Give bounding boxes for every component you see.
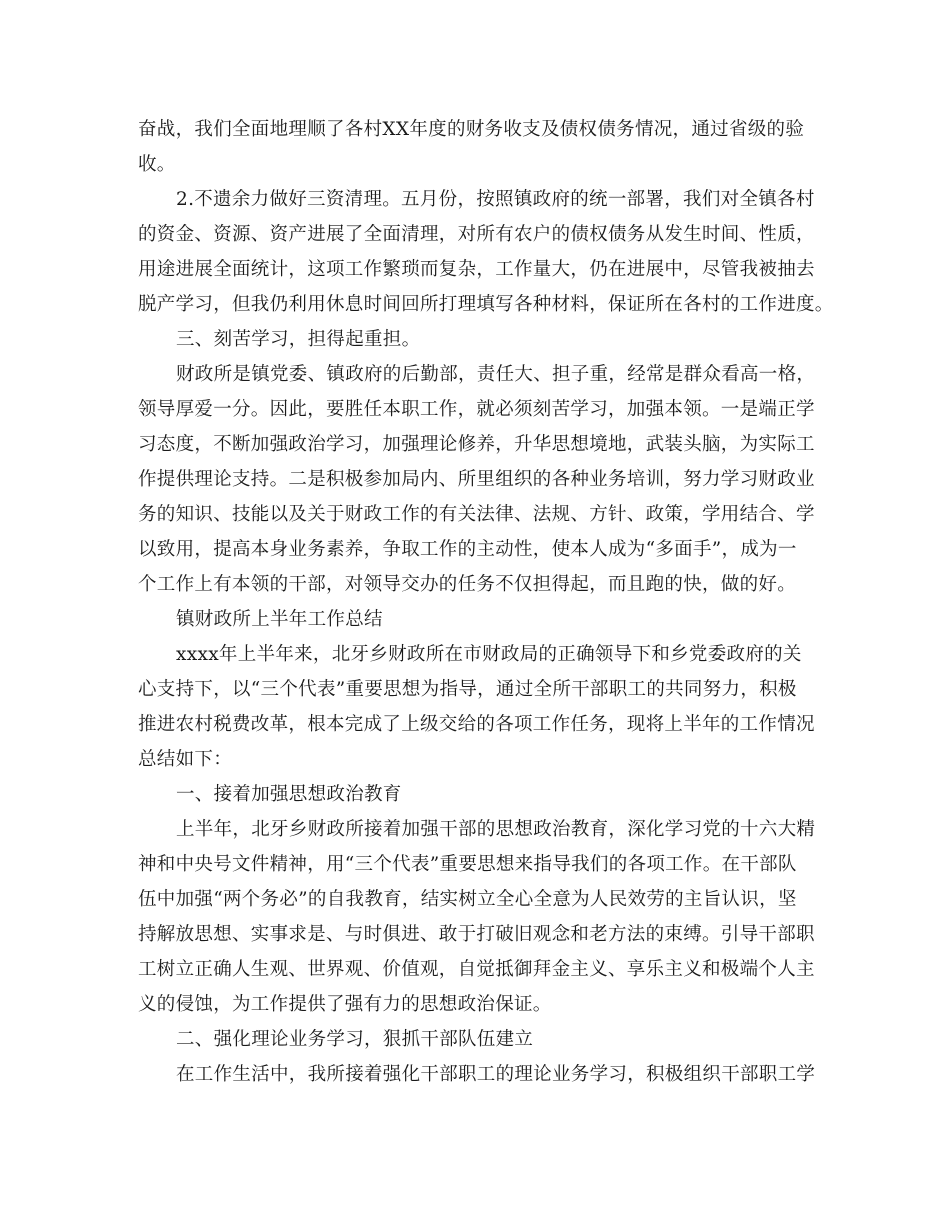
text-line: 推进农村税费改革，根本完成了上级交给的各项工作任务，现将上半年的工作情况 [138, 714, 815, 735]
text-line: 2.不遗余力做好三资清理。五月份，按照镇政府的统一部署，我们对全镇各村 [176, 189, 815, 210]
text-line: 个工作上有本领的干部，对领导交办的任务不仅担得起，而且跑的快，做的好。 [138, 574, 797, 595]
section-heading: 三、刻苦学习，担得起重担。 [176, 329, 421, 350]
text-line: xxxx年上半年来，北牙乡财政所在市财政局的正确领导下和乡党委政府的关 [176, 644, 802, 665]
text-line: 务的知识、技能以及关于财政工作的有关法律、法规、方针、政策，学用结合、学 [138, 504, 815, 525]
text-line: 心支持下，以“三个代表”重要思想为指导，通过全所干部职工的共同努力，积极 [138, 679, 797, 700]
text-line: 在工作生活中，我所接着强化干部职工的理论业务学习，积极组织干部职工学 [176, 1064, 816, 1085]
text-line: 上半年，北牙乡财政所接着加强干部的思想政治教育，深化学习党的十六大精 [176, 819, 816, 840]
text-line: 义的侵蚀，为工作提供了强有力的思想政治保证。 [138, 994, 552, 1015]
text-line: 神和中央号文件精神，用“三个代表”重要思想来指导我们的各项工作。在干部队 [138, 854, 797, 875]
text-line: 总结如下： [138, 749, 233, 770]
text-line: 领导厚爱一分。因此，要胜任本职工作，就必须刻苦学习，加强本领。一是端正学 [138, 399, 815, 420]
text-line: 持解放思想、实事求是、与时俱进、敢于打破旧观念和老方法的束缚。引导干部职 [138, 924, 815, 945]
text-line: 财政所是镇党委、镇政府的后勤部，责任大、担子重，经常是群众看高一格， [176, 364, 816, 385]
text-line: 伍中加强“两个务必”的自我教育，结实树立全心全意为人民效劳的主旨认识，坚 [138, 889, 797, 910]
text-line: 作提供理论支持。二是积极参加局内、所里组织的各种业务培训，努力学习财政业 [138, 469, 815, 490]
section-heading: 二、强化理论业务学习，狠抓干部队伍建立 [176, 1029, 534, 1050]
text-line: 以致用，提高本身业务素养，争取工作的主动性，使本人成为“多面手”，成为一 [138, 539, 797, 560]
text-line: 奋战，我们全面地理顺了各村XX年度的财务收支及债权债务情况，通过省级的验 [138, 119, 805, 140]
text-line: 工树立正确人生观、世界观、价值观，自觉抵御拜金主义、享乐主义和极端个人主 [138, 959, 815, 980]
section-heading: 一、接着加强思想政治教育 [176, 784, 402, 805]
text-line: 用途进展全面统计，这项工作繁琐而复杂，工作量大，仍在进展中，尽管我被抽去 [138, 259, 815, 280]
text-line: 习态度，不断加强政治学习，加强理论修养，升华思想境地，武装头脑，为实际工 [138, 434, 815, 455]
text-line: 收。 [138, 154, 176, 175]
text-line: 脱产学习，但我仍利用休息时间回所打理填写各种材料，保证所在各村的工作进度。 [138, 294, 834, 315]
text-line: 的资金、资源、资产进展了全面清理，对所有农户的债权债务从发生时间、性质， [138, 224, 815, 245]
document-title: 镇财政所上半年工作总结 [176, 609, 383, 630]
